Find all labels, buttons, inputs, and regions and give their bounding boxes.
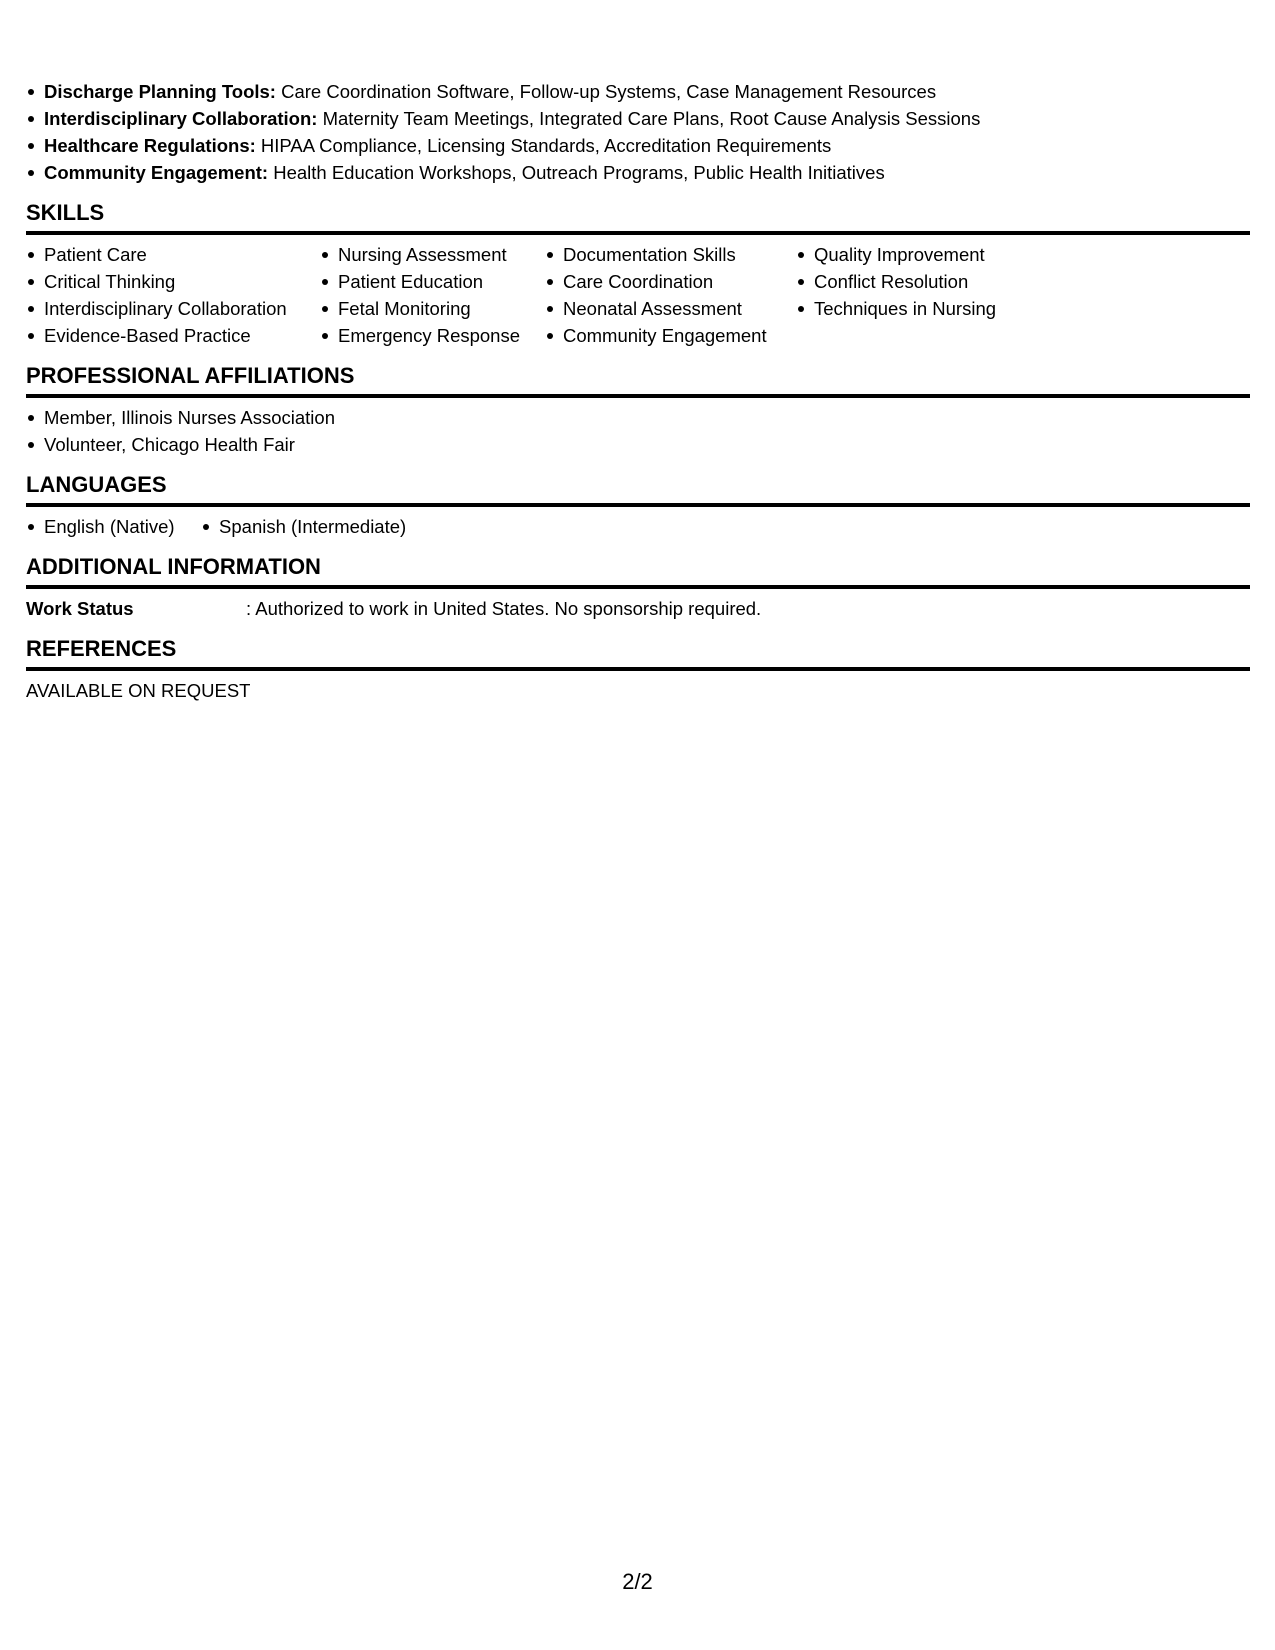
skills-column: [796, 241, 1056, 349]
skill-item: Patient Education: [320, 268, 545, 295]
skill-item: Critical Thinking: [26, 268, 320, 295]
resume-page: [26, 78, 1250, 704]
item-label: Healthcare Regulations:: [44, 135, 256, 156]
skill-item: Emergency Response: [320, 322, 545, 349]
skill-item: Quality Improvement: [796, 241, 1056, 268]
skill-item: Neonatal Assessment: [545, 295, 796, 322]
item-text: Health Education Workshops, Outreach Programs, Public Health Initiatives: [273, 162, 885, 183]
affiliation-item: Volunteer, Chicago Health Fair: [26, 431, 1250, 458]
skill-item: Fetal Monitoring: [320, 295, 545, 322]
affiliations-heading: PROFESSIONAL AFFILIATIONS: [26, 363, 355, 388]
skill-item: Community Engagement: [545, 322, 796, 349]
item-text: Care Coordination Software, Follow-up Systems, Case Management Resources: [281, 81, 937, 102]
section-divider: [26, 585, 1250, 589]
additional-info-heading: ADDITIONAL INFORMATION: [26, 554, 321, 579]
item-text: HIPAA Compliance, Licensing Standards, Accreditation Requirements: [260, 135, 832, 156]
section-divider: [26, 667, 1250, 671]
work-status-value: : Authorized to work in United States. No sponsorship required.: [246, 598, 762, 619]
references-text: AVAILABLE ON REQUEST: [26, 680, 251, 701]
list-item: [26, 132, 1250, 159]
section-divider: [26, 503, 1250, 507]
skills-column: [320, 241, 545, 349]
list-item: [26, 78, 1250, 105]
skill-item: Documentation Skills: [545, 241, 796, 268]
section-divider: [26, 394, 1250, 398]
skill-item: Patient Care: [26, 241, 320, 268]
item-text: Maternity Team Meetings, Integrated Care Plans, Root Cause Analysis Sessions: [322, 108, 981, 129]
skills-column: [545, 241, 796, 349]
skills-grid: [26, 241, 1250, 349]
item-label: Community Engagement:: [44, 162, 269, 183]
language-item: English (Native): [26, 513, 175, 540]
skills-column: [26, 241, 320, 349]
skill-item: Evidence-Based Practice: [26, 322, 320, 349]
languages-list: [26, 513, 1250, 540]
skill-item: Conflict Resolution: [796, 268, 1056, 295]
list-item: [26, 105, 1250, 132]
tools-list: [26, 78, 1250, 186]
languages-heading: LANGUAGES: [26, 472, 167, 497]
skill-item: Techniques in Nursing: [796, 295, 1056, 322]
skills-heading: SKILLS: [26, 200, 105, 225]
skill-item: Care Coordination: [545, 268, 796, 295]
skill-item: Nursing Assessment: [320, 241, 545, 268]
affiliations-list: [26, 404, 1250, 458]
language-item: Spanish (Intermediate): [201, 513, 406, 540]
list-item: [26, 159, 1250, 186]
work-status-label: Work Status: [26, 598, 134, 619]
item-label: Interdisciplinary Collaboration:: [44, 108, 318, 129]
section-divider: [26, 231, 1250, 235]
page-number: 2/2: [622, 1569, 653, 1594]
skill-item: Interdisciplinary Collaboration: [26, 295, 320, 322]
item-label: Discharge Planning Tools:: [44, 81, 276, 102]
references-heading: REFERENCES: [26, 636, 177, 661]
work-status-row: [26, 595, 1250, 622]
affiliation-item: Member, Illinois Nurses Association: [26, 404, 1250, 431]
